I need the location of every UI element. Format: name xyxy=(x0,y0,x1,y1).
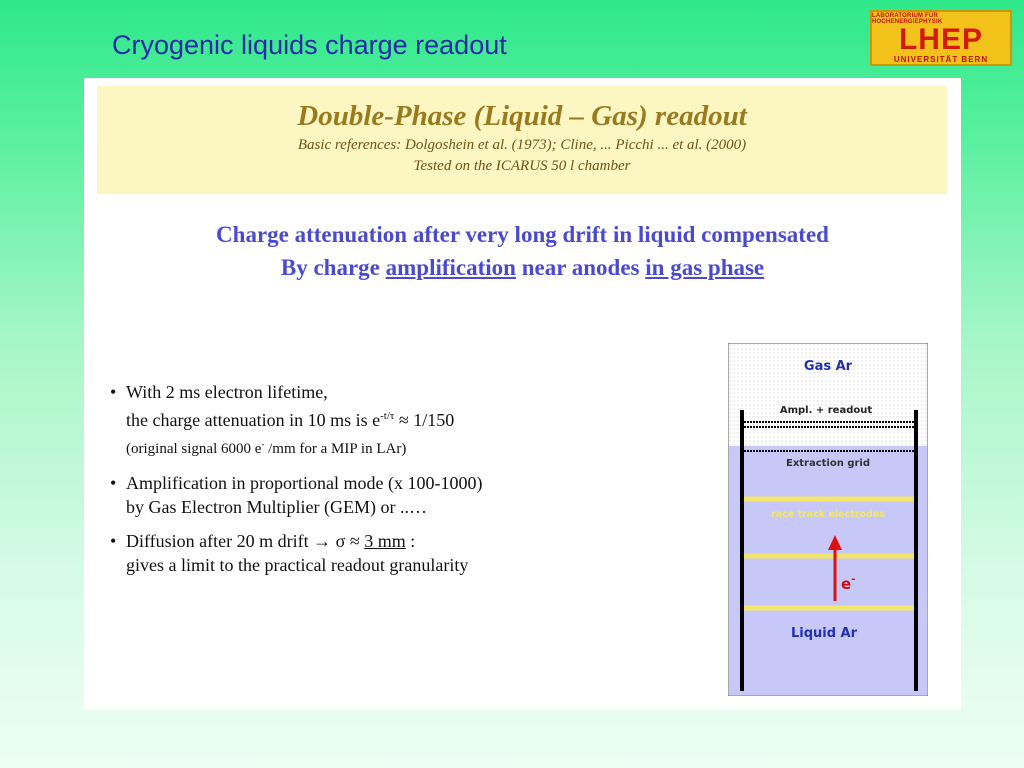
header-references: Basic references: Dolgoshein et al. (1973); Cline, ... Picchi ... et al. (2000) xyxy=(297,137,747,153)
race-track-label: race track electrodes xyxy=(771,509,885,520)
extraction-grid-label: Extraction grid xyxy=(785,458,871,469)
bullet-2-line-1: Amplification in proportional mode (x 100-1000) xyxy=(126,473,483,493)
bullet-3-line-1 xyxy=(126,529,710,553)
bullet-dot: • xyxy=(110,473,117,493)
bullet-1-line-2-post: ≈ 1/150 xyxy=(394,410,455,430)
bullet-1-exponent: -t/τ xyxy=(380,410,395,422)
header-tested: Tested on the ICARUS 50 l chamber xyxy=(413,158,631,174)
bullet-1-line-1: With 2 ms electron lifetime, xyxy=(126,382,328,402)
headline-line-2-pre: By charge xyxy=(280,255,386,280)
logo-top-text: LABORATORIUM FÜR HOCHENERGIEPHYSIK xyxy=(872,12,943,25)
headline-line-2 xyxy=(84,251,961,284)
headline xyxy=(84,218,961,284)
bullet-dot: • xyxy=(110,382,117,402)
header-box xyxy=(97,86,947,194)
electron-charge: - xyxy=(851,574,856,585)
logo-bottom-text: UNIVERSITÄT BERN xyxy=(893,54,989,64)
headline-gas-phase: in gas phase xyxy=(645,255,765,280)
bullet-3-value: 3 mm xyxy=(364,531,406,551)
bullet-1-line-3-post: /mm for a MIP in LAr) xyxy=(264,441,407,457)
headline-amplification: amplification xyxy=(385,255,516,280)
bullet-item xyxy=(110,471,710,519)
slide-title: Cryogenic liquids charge readout xyxy=(112,30,507,60)
liquid-region xyxy=(729,446,927,695)
bullet-1-line-3 xyxy=(126,432,710,461)
bullet-3-line-2: gives a limit to the practical readout granularity xyxy=(126,555,469,575)
bullet-1-line-3-sup: - xyxy=(261,439,265,449)
bullet-list xyxy=(110,380,710,587)
bullet-1-line-2 xyxy=(126,404,710,432)
logo-main-text: LHEP xyxy=(898,22,983,56)
content-panel xyxy=(84,78,961,710)
liquid-ar-label: Liquid Ar xyxy=(790,626,858,641)
header-title: Double-Phase (Liquid – Gas) readout xyxy=(297,100,747,132)
ampl-readout-label: Ampl. + readout xyxy=(779,405,873,416)
bullet-item xyxy=(110,380,710,461)
bullet-1-line-3-pre: (original signal 6000 e xyxy=(126,441,262,457)
double-phase-diagram xyxy=(728,343,928,696)
bullet-item xyxy=(110,529,710,577)
headline-line-2-mid: near anodes xyxy=(515,255,646,280)
bullet-3-line-1-post: : xyxy=(405,531,416,551)
bullet-dot: • xyxy=(110,531,117,551)
lhep-logo xyxy=(870,10,1012,66)
gas-ar-label: Gas Ar xyxy=(803,359,853,374)
bullet-2-line-2: by Gas Electron Multiplier (GEM) or ..… xyxy=(126,497,427,517)
bullet-3-line-1-pre: Diffusion after 20 m drift → σ ≈ xyxy=(126,531,365,551)
headline-line-1: Charge attenuation after very long drift in liquid compensated xyxy=(216,222,829,247)
electron-symbol: e xyxy=(841,575,852,593)
bullet-1-line-2-pre: the charge attenuation in 10 ms is e xyxy=(126,410,381,430)
